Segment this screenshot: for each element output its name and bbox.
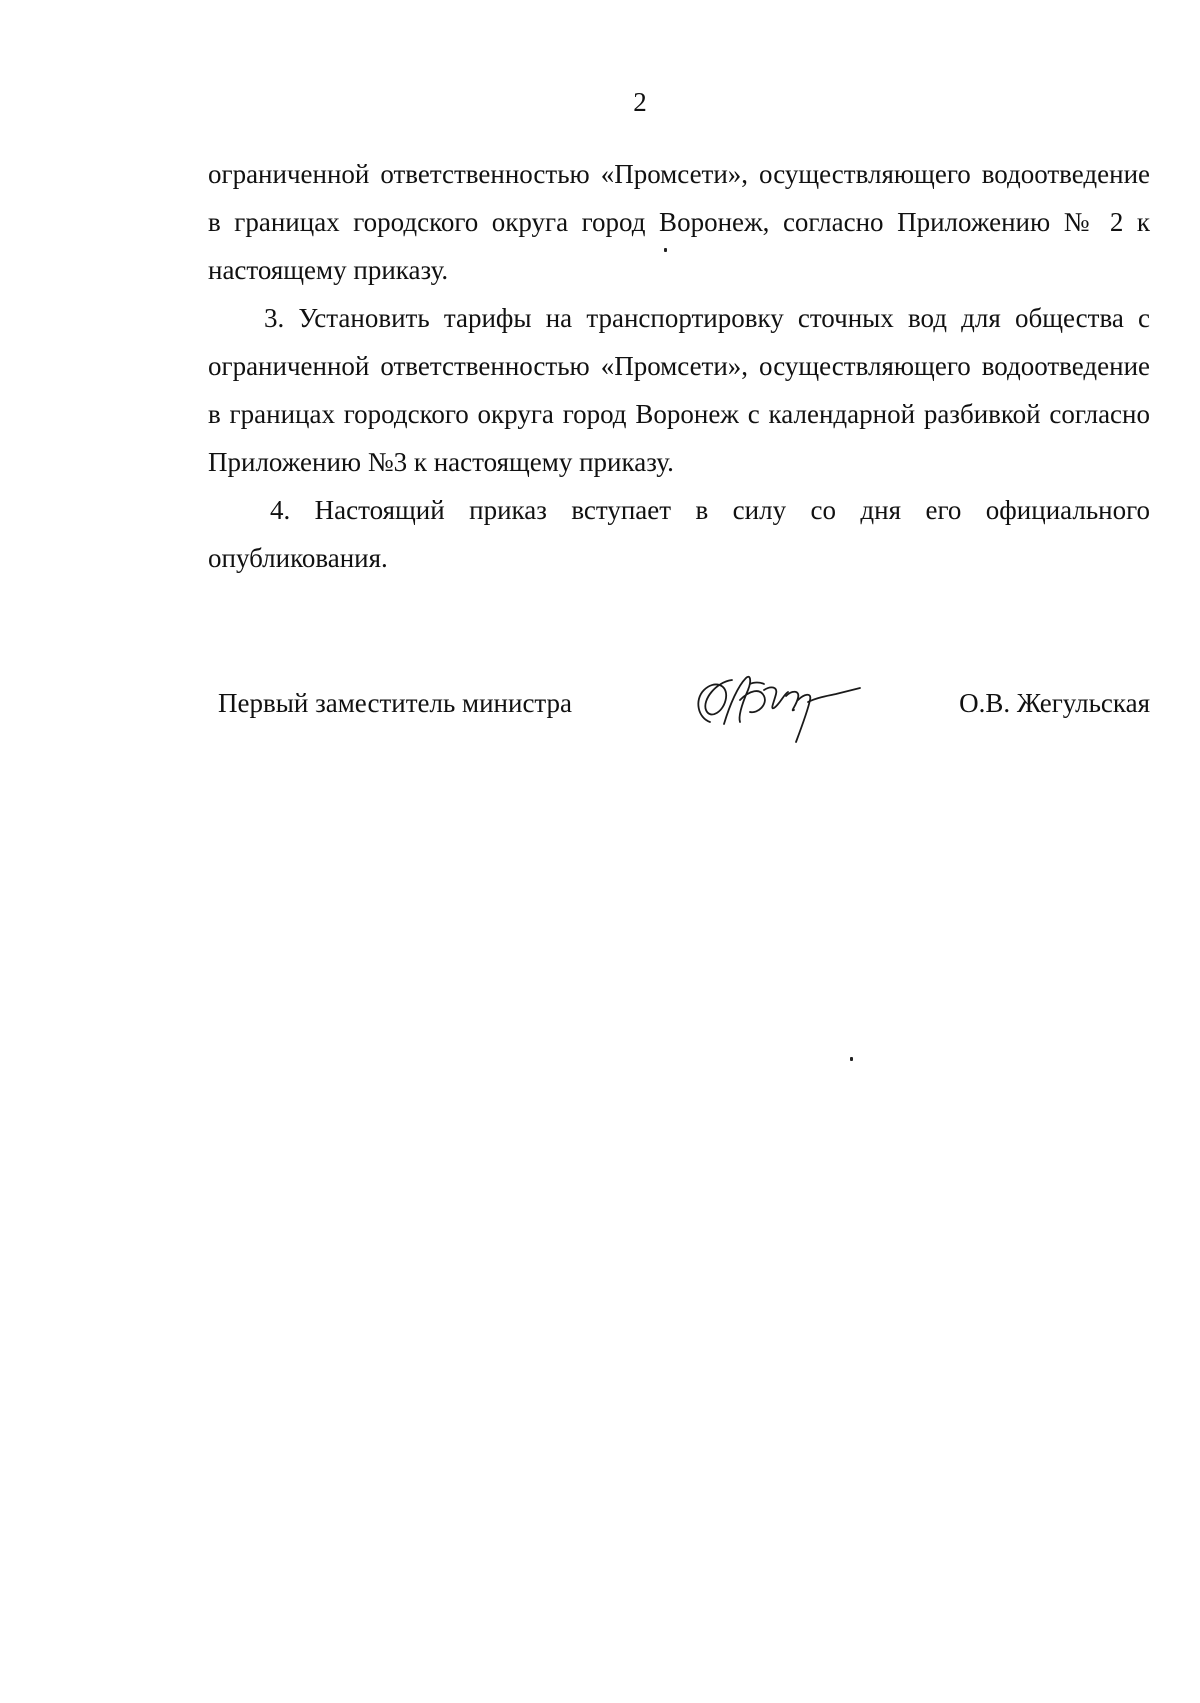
- scan-speck: [850, 1057, 853, 1061]
- paragraph-item-4: 4. Настоящий приказ вступает в силу со дня его официального опубликования.: [208, 495, 1150, 573]
- handwritten-signature: [680, 660, 870, 750]
- document-body: [208, 150, 1150, 582]
- scan-speck: [664, 248, 667, 252]
- signatory-name: О.В. Жегульская: [959, 688, 1150, 718]
- page-number: 2: [633, 87, 647, 117]
- signature-block: [218, 660, 1150, 750]
- paragraph-continuation: ограниченной ответственностью «Промсети», осуществляющего водоотведение в границах городского округа город Воронеж, согласно Приложению № 2 к настоящему приказу.: [208, 159, 1150, 285]
- signatory-position: Первый заместитель министра: [218, 688, 573, 718]
- paragraph-item-3: 3. Установить тарифы на транспортировку сточных вод для общества с ограниченной ответственностью «Промсети», осуществляющего водоотведение в границах городского округа город Воронеж с календарной разбивкой согласно Приложению №3 к настоящему приказу.: [208, 303, 1150, 477]
